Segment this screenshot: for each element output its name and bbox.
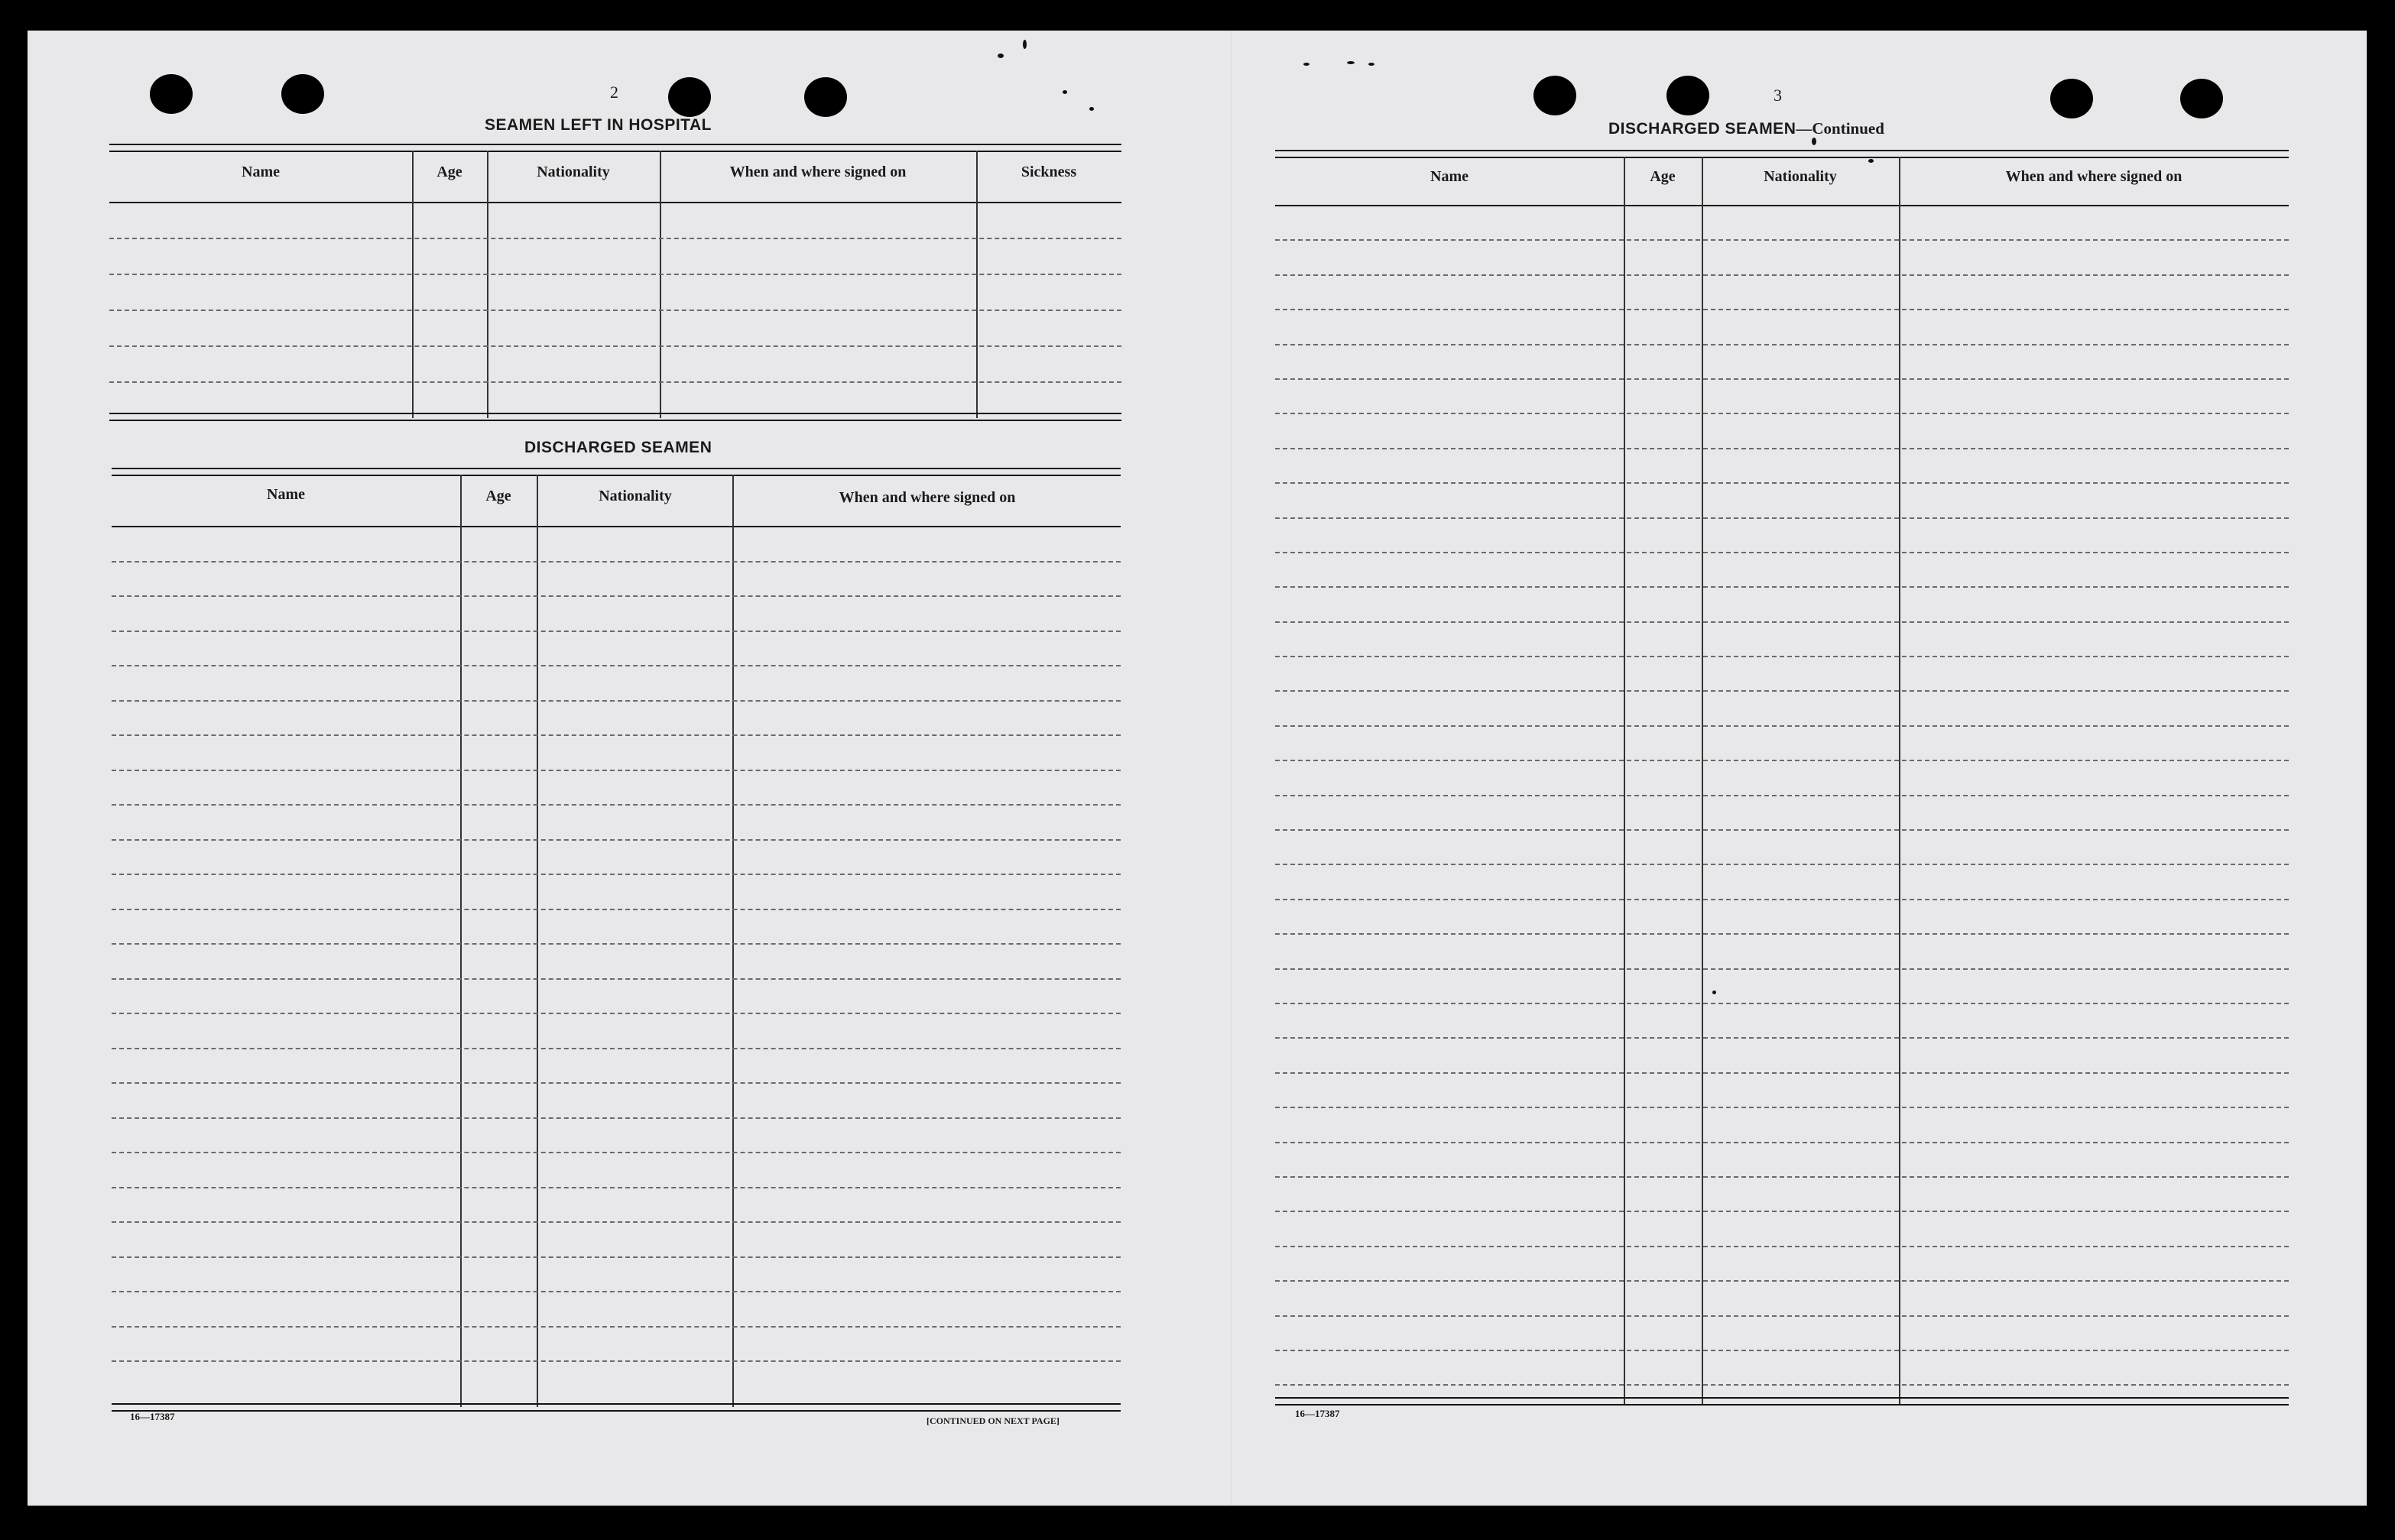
table-row [112, 1188, 1121, 1224]
table-row [112, 806, 1121, 841]
table-row [1275, 727, 2289, 761]
table-row [112, 563, 1121, 598]
column-header-sickness: Sickness [1021, 164, 1077, 180]
page-number-left: 2 [610, 83, 618, 102]
table-row [1275, 206, 2289, 241]
column-header-nationality: Nationality [537, 164, 610, 180]
table-row [1275, 796, 2289, 831]
column-header-age: Age [436, 164, 462, 180]
table-row [1275, 1108, 2289, 1143]
table-row [112, 702, 1121, 737]
table-row [1275, 657, 2289, 692]
section-title-suffix: —Continued [1796, 119, 1884, 138]
table-row [1275, 900, 2289, 935]
scan-speck [1023, 40, 1027, 49]
table-bottom-rule [109, 413, 1121, 421]
table-row [1275, 1212, 2289, 1247]
table-row [112, 910, 1121, 945]
section-title-text: DISCHARGED SEAMEN [1608, 120, 1796, 138]
table-row [1275, 1039, 2289, 1073]
binder-hole [1666, 76, 1709, 115]
table-row [1275, 1317, 2289, 1351]
table-top-rule [1275, 150, 2289, 158]
table-row [112, 945, 1121, 980]
column-header-nationality: Nationality [599, 488, 672, 504]
form-number-left: 16—17387 [130, 1411, 175, 1422]
column-header-signed-on: When and where signed on [2005, 168, 2182, 185]
table-row [112, 980, 1121, 1015]
binder-hole [1533, 76, 1576, 115]
table-row [1275, 553, 2289, 588]
table-row [1275, 414, 2289, 449]
table-row [1275, 241, 2289, 275]
table-bottom-rule [1275, 1397, 2289, 1405]
hospital-rows [109, 203, 1121, 383]
table-row [1275, 1004, 2289, 1039]
section-title-discharged: DISCHARGED SEAMEN [524, 439, 712, 456]
table-row [1275, 692, 2289, 726]
table-row [1275, 865, 2289, 900]
binder-hole [2180, 79, 2223, 118]
table-row [1275, 1074, 2289, 1108]
table-row [1275, 588, 2289, 622]
table-row [1275, 970, 2289, 1004]
column-header-name: Name [242, 164, 280, 180]
column-header-age: Age [1650, 168, 1676, 185]
table-row [112, 875, 1121, 910]
table-row [112, 597, 1121, 632]
scan-speck [1368, 63, 1374, 66]
scan-speck [1089, 107, 1094, 111]
binder-hole [281, 74, 324, 114]
discharged-rows-left [112, 527, 1121, 1362]
column-header-nationality: Nationality [1764, 168, 1837, 185]
table-row [1275, 1247, 2289, 1282]
hospital-table [109, 144, 1121, 419]
table-row [112, 736, 1121, 771]
table-row [112, 771, 1121, 806]
section-title-discharged-continued [1608, 119, 1884, 138]
form-number-right: 16—17387 [1295, 1408, 1340, 1419]
column-header-name: Name [267, 486, 305, 503]
scan-speck [1347, 61, 1355, 64]
table-row [112, 1223, 1121, 1258]
column-header-signed-on: When and where signed on [839, 489, 1016, 506]
column-header-signed-on: When and where signed on [729, 164, 907, 180]
table-row [1275, 345, 2289, 380]
table-row [1275, 276, 2289, 310]
discharged-rows-right [1275, 206, 2289, 1386]
table-row [112, 1119, 1121, 1154]
table-row [112, 1014, 1121, 1049]
table-row [1275, 1178, 2289, 1212]
table-row [1275, 310, 2289, 345]
binder-hole [150, 74, 193, 114]
table-top-rule [112, 468, 1121, 476]
scan-speck [1063, 90, 1067, 94]
table-row [112, 841, 1121, 876]
discharged-table-right [1275, 150, 2289, 1406]
table-row [112, 666, 1121, 702]
table-row [1275, 1143, 2289, 1178]
scan-speck [998, 53, 1004, 58]
page-number-right: 3 [1774, 86, 1782, 105]
table-row [112, 1292, 1121, 1328]
table-bottom-rule [112, 1403, 1121, 1412]
table-row [112, 527, 1121, 563]
table-row [1275, 1282, 2289, 1316]
table-row [1275, 935, 2289, 969]
table-row [1275, 519, 2289, 553]
column-header-name: Name [1430, 168, 1468, 185]
table-row [1275, 761, 2289, 796]
table-row [112, 1084, 1121, 1119]
table-row [109, 347, 1121, 383]
table-row [109, 239, 1121, 275]
column-header-age: Age [485, 488, 511, 504]
table-row [1275, 1351, 2289, 1386]
table-row [112, 1049, 1121, 1084]
page-fold [1231, 31, 1232, 1506]
table-row [1275, 623, 2289, 657]
binder-hole [2050, 79, 2093, 118]
binder-hole [804, 77, 847, 117]
scan-speck [1812, 138, 1816, 145]
table-row [109, 311, 1121, 347]
scan-speck [1303, 63, 1309, 66]
table-top-rule [109, 144, 1121, 152]
table-row [112, 632, 1121, 667]
table-row [112, 1328, 1121, 1363]
table-row [1275, 449, 2289, 484]
table-row [112, 1153, 1121, 1188]
table-row [1275, 380, 2289, 414]
binder-hole [668, 77, 711, 117]
table-row [109, 203, 1121, 239]
table-row [112, 1258, 1121, 1293]
table-row [1275, 831, 2289, 865]
continued-note: [CONTINUED ON NEXT PAGE] [927, 1415, 1060, 1426]
table-row [109, 275, 1121, 311]
section-title-hospital: SEAMEN LEFT IN HOSPITAL [485, 116, 712, 134]
discharged-table-left [112, 468, 1121, 1409]
table-row [1275, 484, 2289, 518]
